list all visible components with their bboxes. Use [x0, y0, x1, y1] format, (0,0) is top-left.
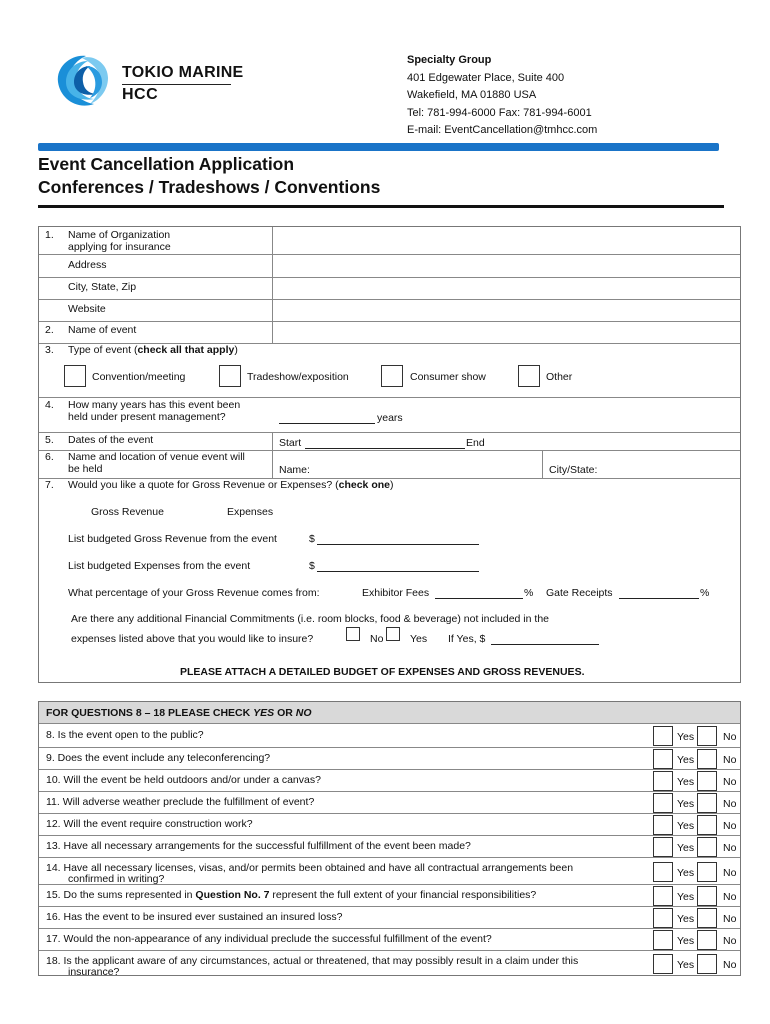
no-label: No: [723, 867, 737, 879]
no-label: No: [723, 935, 737, 947]
years-label: years: [377, 412, 403, 424]
no-checkbox[interactable]: [697, 954, 717, 974]
budget-gross-label: List budgeted Gross Revenue from the event: [68, 533, 277, 545]
email: E-mail: EventCancellation@tmhcc.com: [407, 124, 598, 136]
commitments-no-label: No: [370, 633, 384, 645]
no-label: No: [723, 754, 737, 766]
gate-receipts-field[interactable]: [619, 598, 699, 599]
q1-number: 1.: [45, 229, 54, 241]
application-form: [38, 226, 741, 683]
title-line-1: Event Cancellation Application: [38, 154, 295, 174]
yes-checkbox[interactable]: [653, 771, 673, 791]
exhibitor-fees-field[interactable]: [435, 598, 523, 599]
type-convention-label: Convention/meeting: [92, 371, 186, 383]
q1-label-b: applying for insurance: [68, 241, 171, 253]
yes-checkbox[interactable]: [653, 908, 673, 928]
question-text: 13. Have all necessary arrangements for the successful fulfillment of the event been made?: [46, 840, 471, 852]
address-line-1: 401 Edgewater Place, Suite 400: [407, 71, 565, 84]
question-text: 16. Has the event to be insured ever sustained an insured loss?: [46, 911, 343, 923]
title-rule: [38, 205, 724, 208]
start-date-field[interactable]: [305, 448, 465, 449]
no-checkbox[interactable]: [697, 726, 717, 746]
yes-label: Yes: [677, 913, 695, 925]
type-other-label: Other: [546, 371, 573, 383]
logo-mark-icon: [52, 52, 114, 110]
q1-label-a: Name of Organization: [68, 229, 171, 241]
type-tradeshow-checkbox[interactable]: [219, 365, 241, 387]
q6-number: 6.: [45, 451, 54, 463]
no-checkbox[interactable]: [697, 837, 717, 857]
q4-label-b: held under present management?: [68, 411, 226, 423]
commitments-yes-label: Yes: [410, 633, 428, 645]
venue-name-label: Name:: [279, 464, 310, 476]
question-text: 15. Do the sums represented in Question No. 7 represent the full extent of your financial responsibilities?: [46, 889, 537, 901]
company-contact-block: [407, 52, 597, 140]
gate-percent: %: [700, 587, 710, 599]
city-state-zip-field[interactable]: [273, 278, 739, 299]
website-field[interactable]: [273, 300, 739, 321]
question-text: 12. Will the event require construction work?: [46, 818, 253, 830]
if-yes-label: If Yes, $: [448, 633, 486, 645]
budget-expenses-field[interactable]: [317, 571, 479, 572]
yes-checkbox[interactable]: [653, 954, 673, 974]
years-field[interactable]: [279, 423, 375, 424]
website-label: Website: [68, 303, 106, 315]
commitments-line-1: Are there any additional Financial Commitments (i.e. room blocks, food & beverage) not included in the: [71, 613, 549, 625]
commitments-no-checkbox[interactable]: [346, 627, 360, 641]
yes-checkbox[interactable]: [653, 726, 673, 746]
gate-receipts-label: Gate Receipts: [546, 587, 613, 599]
no-checkbox[interactable]: [697, 862, 717, 882]
q2-label: Name of event: [68, 324, 137, 336]
no-checkbox[interactable]: [697, 815, 717, 835]
no-label: No: [723, 913, 737, 925]
q3-number: 3.: [45, 344, 54, 356]
q4-number: 4.: [45, 399, 54, 411]
venue-city-field[interactable]: [607, 451, 739, 477]
question-row: [39, 950, 740, 976]
q2-number: 2.: [45, 324, 54, 336]
question-text: 10. Will the event be held outdoors and/or under a canvas?: [46, 774, 321, 786]
yes-no-questions: [38, 701, 741, 976]
q3-label: Type of event (check all that apply): [68, 344, 238, 356]
address-label: Address: [68, 259, 107, 271]
question-text: 14. Have all necessary licenses, visas, and/or permits been obtained and have all contractual arrangements been: [46, 862, 574, 874]
exhibitor-percent: %: [524, 587, 534, 599]
no-checkbox[interactable]: [697, 793, 717, 813]
no-checkbox[interactable]: [697, 908, 717, 928]
question-text: 17. Would the non-appearance of any individual preclude the successful fulfillment of the event?: [46, 933, 492, 945]
commitments-line-2: expenses listed above that you would like to insure?: [71, 633, 314, 645]
q7-number: 7.: [45, 479, 54, 491]
question-row: [39, 791, 740, 813]
question-text: 18. Is the applicant aware of any circumstances, actual or threatened, that may possibly result in a claim under this: [46, 955, 579, 967]
event-name-field[interactable]: [273, 322, 739, 343]
yes-checkbox[interactable]: [653, 886, 673, 906]
no-checkbox[interactable]: [697, 886, 717, 906]
if-yes-amount-field[interactable]: [491, 644, 599, 645]
logo-divider: [122, 84, 231, 85]
type-consumer-show-checkbox[interactable]: [381, 365, 403, 387]
no-label: No: [723, 959, 737, 971]
yes-label: Yes: [677, 731, 695, 743]
specialty-group: Specialty Group: [407, 54, 492, 66]
yes-label: Yes: [677, 842, 695, 854]
question-row: [39, 857, 740, 884]
no-checkbox[interactable]: [697, 930, 717, 950]
yes-label: Yes: [677, 798, 695, 810]
address-line-2: Wakefield, MA 01880 USA: [407, 89, 537, 101]
percentage-label: What percentage of your Gross Revenue comes from:: [68, 587, 320, 599]
question-row: [39, 769, 740, 791]
budget-gross-dollar: $: [309, 533, 315, 545]
question-row: [39, 884, 740, 906]
no-checkbox[interactable]: [697, 771, 717, 791]
question-row: [39, 813, 740, 835]
yes-label: Yes: [677, 959, 695, 971]
gross-revenue-option[interactable]: Gross Revenue: [91, 506, 164, 518]
question-row: [39, 928, 740, 950]
no-label: No: [723, 820, 737, 832]
question-text: 9. Does the event include any teleconferencing?: [46, 752, 271, 764]
start-label: Start: [279, 437, 302, 449]
address-field[interactable]: [273, 255, 739, 277]
q5-label: Dates of the event: [68, 434, 154, 446]
questions-header: [39, 702, 740, 724]
page-title: [38, 153, 380, 199]
budget-gross-field[interactable]: [317, 544, 479, 545]
q6-label-a: Name and location of venue event will: [68, 451, 245, 463]
logo-text-tokio-marine: TOKIO MARINE: [122, 64, 244, 81]
yes-checkbox[interactable]: [653, 837, 673, 857]
attach-budget-notice: PLEASE ATTACH A DETAILED BUDGET OF EXPENSES AND GROSS REVENUES.: [180, 666, 585, 678]
yes-label: Yes: [677, 891, 695, 903]
q5-number: 5.: [45, 434, 54, 446]
no-checkbox[interactable]: [697, 749, 717, 769]
exhibitor-fees-label: Exhibitor Fees: [362, 587, 430, 599]
phone-fax: Tel: 781-994-6000 Fax: 781-994-6001: [407, 106, 592, 119]
question-text: 8. Is the event open to the public?: [46, 729, 204, 741]
yes-checkbox[interactable]: [653, 749, 673, 769]
type-tradeshow-label: Tradeshow/exposition: [247, 371, 349, 383]
venue-name-field[interactable]: [315, 451, 541, 477]
yes-label: Yes: [677, 776, 695, 788]
question-text: 11. Will adverse weather preclude the fulfillment of event?: [46, 796, 315, 808]
question-text-cont: insurance?: [68, 966, 120, 978]
no-label: No: [723, 731, 737, 743]
commitments-yes-checkbox[interactable]: [386, 627, 400, 641]
budget-expenses-label: List budgeted Expenses from the event: [68, 560, 251, 572]
question-row: [39, 725, 740, 747]
city-state-zip-label: City, State, Zip: [68, 281, 137, 293]
venue-city-label: City/State:: [549, 464, 598, 476]
q6-label-b: be held: [68, 463, 103, 475]
question-row: [39, 835, 740, 857]
yes-checkbox[interactable]: [653, 862, 673, 882]
type-other-checkbox[interactable]: [518, 365, 540, 387]
q7-label: Would you like a quote for Gross Revenue or Expenses? (check one): [68, 479, 394, 491]
question-text-cont: confirmed in writing?: [68, 873, 165, 885]
no-label: No: [723, 798, 737, 810]
header-blue-bar: [38, 143, 719, 151]
yes-label: Yes: [677, 820, 695, 832]
yes-label: Yes: [677, 935, 695, 947]
question-row: [39, 747, 740, 769]
end-label: End: [466, 437, 485, 449]
no-label: No: [723, 842, 737, 854]
yes-checkbox[interactable]: [653, 815, 673, 835]
yes-label: Yes: [677, 867, 695, 879]
budget-expenses-dollar: $: [309, 560, 315, 572]
question-row: [39, 906, 740, 928]
type-consumer-show-label: Consumer show: [410, 371, 486, 383]
title-line-2: Conferences / Tradeshows / Conventions: [38, 177, 381, 197]
no-label: No: [723, 891, 737, 903]
yes-checkbox[interactable]: [653, 793, 673, 813]
logo-text-hcc: HCC: [122, 86, 159, 103]
yes-checkbox[interactable]: [653, 930, 673, 950]
questions-header-text: FOR QUESTIONS 8 – 18 PLEASE CHECK YES OR NO: [46, 707, 312, 719]
q4-label-a: How many years has this event been: [68, 399, 241, 411]
expenses-option[interactable]: Expenses: [227, 506, 274, 518]
yes-label: Yes: [677, 754, 695, 766]
no-label: No: [723, 776, 737, 788]
type-convention-checkbox[interactable]: [64, 365, 86, 387]
organization-name-field[interactable]: [273, 227, 739, 254]
